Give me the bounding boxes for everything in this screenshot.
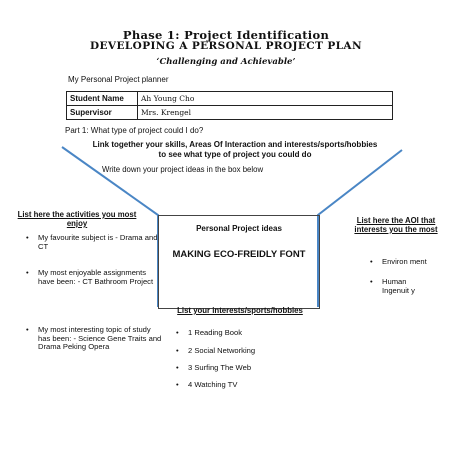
- list-item: • My most interesting topic of study has been: - Science Gene Traits and Drama Peking Opera: [26, 326, 163, 352]
- write-prompt: Write down your project ideas in the box below: [102, 165, 264, 174]
- supervisor-value: Mrs. Krengel: [138, 106, 393, 120]
- list-item: • Human Ingenuit y: [370, 278, 430, 295]
- page-heading: DEVELOPING A PERSONAL PROJECT PLAN: [90, 40, 362, 52]
- list-item: • 3 Surfing The Web: [176, 364, 348, 373]
- phase-title: Phase 1: Project Identification: [122, 28, 330, 42]
- list-item: • My most enjoyable assignments have been: - CT Bathroom Project: [26, 269, 163, 286]
- list-item: • 2 Social Networking: [176, 347, 348, 356]
- list-item: • 4 Watching TV: [176, 381, 348, 390]
- student-name-label: Student Name: [67, 92, 138, 106]
- instruction-text: Link together your skills, Areas Of Interaction and interests/sports/hobbies to see what type of project you could do: [92, 140, 378, 159]
- supervisor-label: Supervisor: [67, 106, 138, 120]
- planner-label: My Personal Project planner: [68, 75, 169, 84]
- project-idea-text: MAKING ECO-FREIDLY FONT: [172, 249, 306, 260]
- list-item: • Environ ment: [370, 258, 430, 267]
- interests-heading: List your interests/sports/hobbies: [177, 306, 303, 315]
- project-ideas-box: [158, 215, 320, 309]
- project-ideas-title: Personal Project ideas: [196, 224, 282, 233]
- list-item: • My favourite subject is - Drama and CT: [26, 234, 163, 251]
- list-item: • 1 Reading Book: [176, 329, 348, 338]
- page-subtitle: ‘Challenging and Achievable’: [156, 57, 296, 67]
- activities-heading: List here the activities you most enjoy: [17, 210, 137, 228]
- student-name-value: Ah Young Cho: [138, 92, 393, 106]
- part1-heading: Part 1: What type of project could I do?: [65, 126, 204, 135]
- aoi-heading: List here the AOI that interests you the most: [354, 216, 438, 234]
